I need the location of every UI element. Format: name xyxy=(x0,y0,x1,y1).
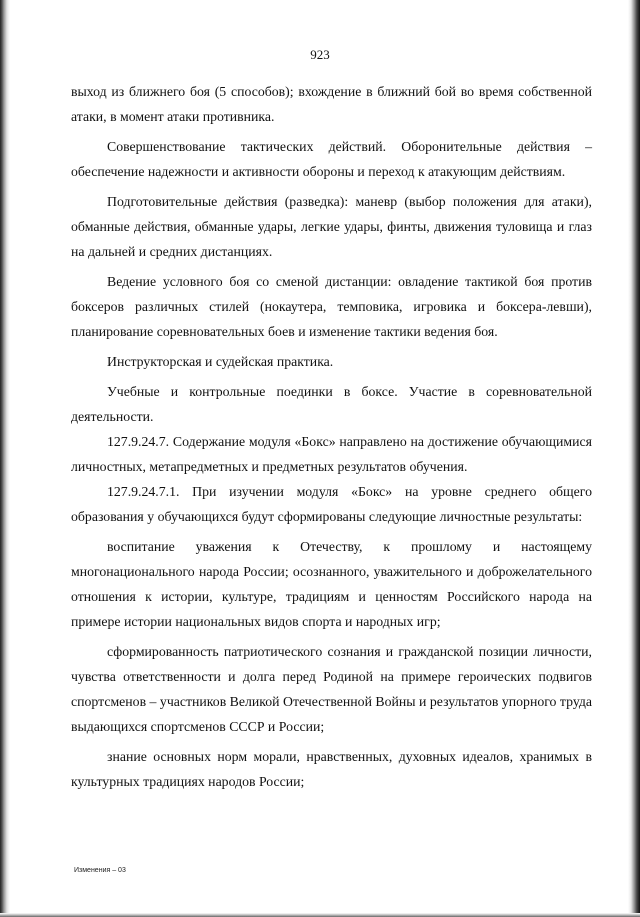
paragraph: Инструкторская и судейская практика. xyxy=(107,354,334,369)
document-body xyxy=(71,79,592,794)
paragraph: Совершенствование тактических действий. Оборонительные действия – обеспечение надежности и активности обороны и переход к атакующим действиям. xyxy=(71,139,592,179)
revision-footer: Изменения – 03 xyxy=(74,867,126,874)
paragraph: Ведение условного боя со сменой дистанции: овладение тактикой боя против боксеров различных стилей (нокаутера, темповика, игровика и боксера-левши), планирование соревновательных боев и изменение тактики ведения боя. xyxy=(71,274,592,339)
paragraph: воспитание уважения к Отечеству, к прошлому и настоящему многонационального народа России; осознанного, уважительного и доброжелательного отношения к истории, культуре, традициям и ценностям Российского народа на примере истории национальных видов спорта и народных игр; xyxy=(71,539,592,629)
scan-edge-right xyxy=(628,0,640,917)
paragraph: Подготовительные действия (разведка): маневр (выбор положения для атаки), обманные действия, обманные удары, легкие удары, финты, движения туловища и глаз на дальней и средних дистанциях. xyxy=(71,194,592,259)
paragraph: 127.9.24.7.1. При изучении модуля «Бокс» на уровне среднего общего образования у обучающихся будут сформированы следующие личностные результаты: xyxy=(71,484,592,524)
scan-edge-left xyxy=(0,0,10,917)
paragraph: сформированность патриотического сознания и гражданской позиции личности, чувства ответственности и долга перед Родиной на примере героических подвигов спортсменов – участников Великой Отечественной Войны и результатов упорного труда выдающихся спортсменов СССР и России; xyxy=(71,644,592,734)
paragraph: знание основных норм морали, нравственных, духовных идеалов, хранимых в культурных традициях народов России; xyxy=(71,749,592,789)
page-number: 923 xyxy=(310,47,330,62)
scan-edge-bottom xyxy=(0,913,640,917)
paragraph: Учебные и контрольные поединки в боксе. Участие в соревновательной деятельности. xyxy=(71,384,592,424)
paragraph: 127.9.24.7. Содержание модуля «Бокс» направлено на достижение обучающимися личностных, метапредметных и предметных результатов обучения. xyxy=(71,434,592,474)
paragraph: выход из ближнего боя (5 способов); вхождение в ближний бой во время собственной атаки, в момент атаки противника. xyxy=(71,84,592,124)
